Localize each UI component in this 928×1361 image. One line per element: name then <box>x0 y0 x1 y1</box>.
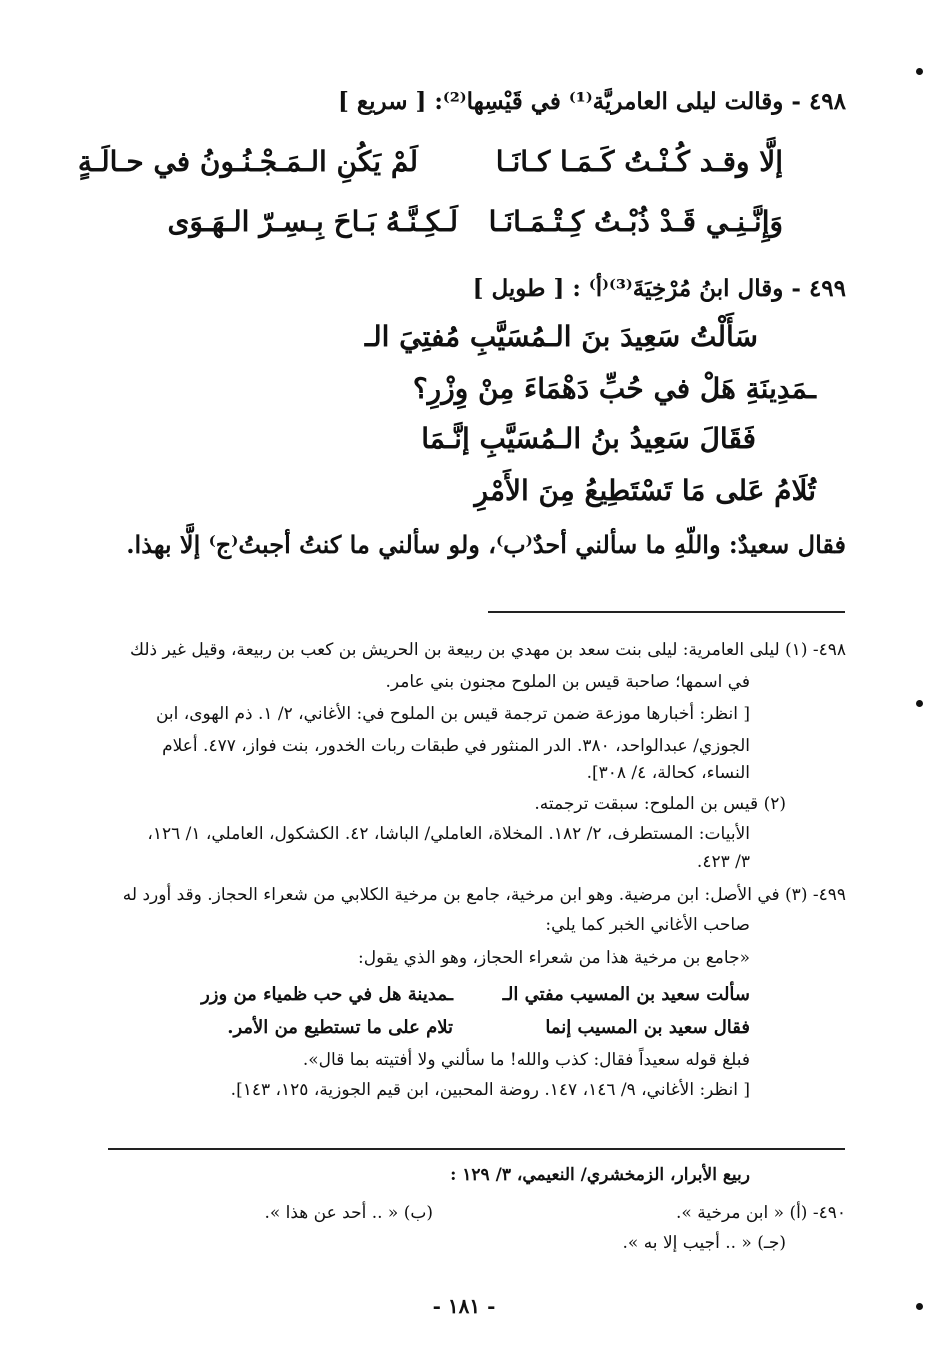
verse-498-2-second-hemistich: وَإِنَّـنِـي قَـدْ ذُبْـتُ كِـتْـمَـانَـا <box>488 205 783 238</box>
verse-498-1-first-hemistich: لَمْ يَكُنِ الـمَـجْـنُـونُ في حـالَـةٍ <box>77 145 418 178</box>
footnote-498-1-line-5: النساء، كحالة، ٤/ ٣٠٨]. <box>586 763 750 783</box>
verse-499-line-3: فَقَالَ سَعِيدُ بنُ الـمُسَيَّبِ إنَّـمَا <box>421 422 756 455</box>
footnote-498-2-line-3: ٣/ ٤٢٣. <box>696 852 750 872</box>
footnote-498-2-line-2: الأبيات: المستطرف، ٢/ ١٨٢. المخلاة، العاملي/ الباشا، ٤٢. الكشكول، العاملي، ١/ ١٢٦، <box>147 824 750 844</box>
variant-b: (ب) « .. أحد عن هذا ». <box>264 1203 433 1223</box>
variants-source: ربيع الأبرار، الزمخشري/ النعيمي، ٣/ ١٢٩ : <box>450 1165 750 1185</box>
verse-499-line-1: سَأَلْتُ سَعِيدَ بنَ الـمُسَيَّبِ مُفتِيَ الـ <box>364 320 758 353</box>
footnote-verse-1-second: ـمدينة هل في حب ظمياء من وزر <box>201 984 453 1005</box>
footnote-498-1-line-4: الجوزي/ عبدالواحد، ٣٨٠. الدر المنثور في طبقات ربات الخدور، بنت فواز، ٤٧٧. أعلام <box>162 736 750 756</box>
footnote-499-3-line-6: فبلغ قوله سعيداً فقال: كذب والله! ما سألني ولا أفتيته بما قال». <box>302 1050 750 1070</box>
footnote-498-1-line-2: في اسمها؛ صاحبة قيس بن الملوح مجنون بني عامر. <box>385 672 750 692</box>
margin-dot-middle <box>916 700 923 707</box>
verse-498-1-second-hemistich: إلَّا وقـد كُـنْـتُ كَـمَـا كـانَـا <box>495 145 783 178</box>
verse-499-line-4: تُلَامُ عَلى مَا تَسْتَطِيعُ مِنَ الأَمْرِ <box>474 474 816 507</box>
footnote-verse-1-first: سألت سعيد بن المسيب مفتي الـ <box>502 984 750 1005</box>
footnote-499-3-line-7: [ انظر: الأغاني، ٩/ ١٤٦، ١٤٧. روضة المحبين، ابن قيم الجوزية، ١٢٥، ١٤٣]. <box>230 1080 750 1100</box>
verse-498-2-first-hemistich: لَـكِـنَّـهُ بَـاحَ بِـسِـرّ الـهَـوَى <box>167 205 458 238</box>
footnote-499-3-line-3: «جامع بن مرخية هذا من شعراء الحجاز، وهو الذي يقول: <box>358 948 750 968</box>
footnote-499-3-line-2: صاحب الأغاني الخبر كما يلي: <box>545 915 750 935</box>
verse-499-line-2: ـمَدِينَةِ هَلْ في حُبِّ دَهْمَاءَ مِنْ وِزْرِ؟ <box>412 372 816 405</box>
footnote-verse-2-first: فقال سعيد بن المسيب إنما <box>545 1017 750 1038</box>
variant-c: (جـ) « .. أجيب إلا به ». <box>622 1233 786 1253</box>
margin-dot-top <box>916 68 923 75</box>
page-number: - ١٨١ - <box>432 1294 496 1318</box>
entry-499-heading: ٤٩٩ - وقال ابنُ مُرْخِيَةَ⁽³⁾⁽أ⁾ : [ طويل ] <box>472 275 846 302</box>
entry-499-prose: فقال سعيدٌ: واللّهِ ما سألني أحدٌ⁽ب⁾، ولو سألني ما كنتُ أجبتُ⁽ج⁾ إلَّا بهذا. <box>126 530 846 559</box>
footnote-498-2-line-1: (٢) قيس بن الملوح: سبقت ترجمته. <box>534 794 786 814</box>
variant-a: ٤٩٠- (أ) « ابن مرخية ». <box>676 1203 846 1223</box>
footnote-498-1-line-3: [ انظر: أخبارها موزعة ضمن ترجمة قيس بن الملوح في: الأغاني، ٢/ ١. ذم الهوى، ابن <box>155 704 750 724</box>
footnote-verse-2-second: تلام على ما تستطيع من الأمر. <box>227 1017 453 1038</box>
entry-498-heading: ٤٩٨ - وقالت ليلى العامريَّة⁽¹⁾ في قَيْسِها⁽²⁾: [ سريع ] <box>337 88 846 115</box>
footnote-separator <box>488 611 845 613</box>
footnote-499-3-line-1: ٤٩٩- (٣) في الأصل: ابن مرضية. وهو ابن مرخية، جامع بن مرخية الكلابي من شعراء الحجاز. وقد أورد له <box>122 885 846 905</box>
variants-separator <box>108 1148 845 1150</box>
footnote-498-1-line-1: ٤٩٨- (١) ليلى العامرية: ليلى بنت سعد بن مهدي بن ربيعة بن الحريش بن كعب بن ربيعة، وقيل غير ذلك <box>130 640 846 660</box>
